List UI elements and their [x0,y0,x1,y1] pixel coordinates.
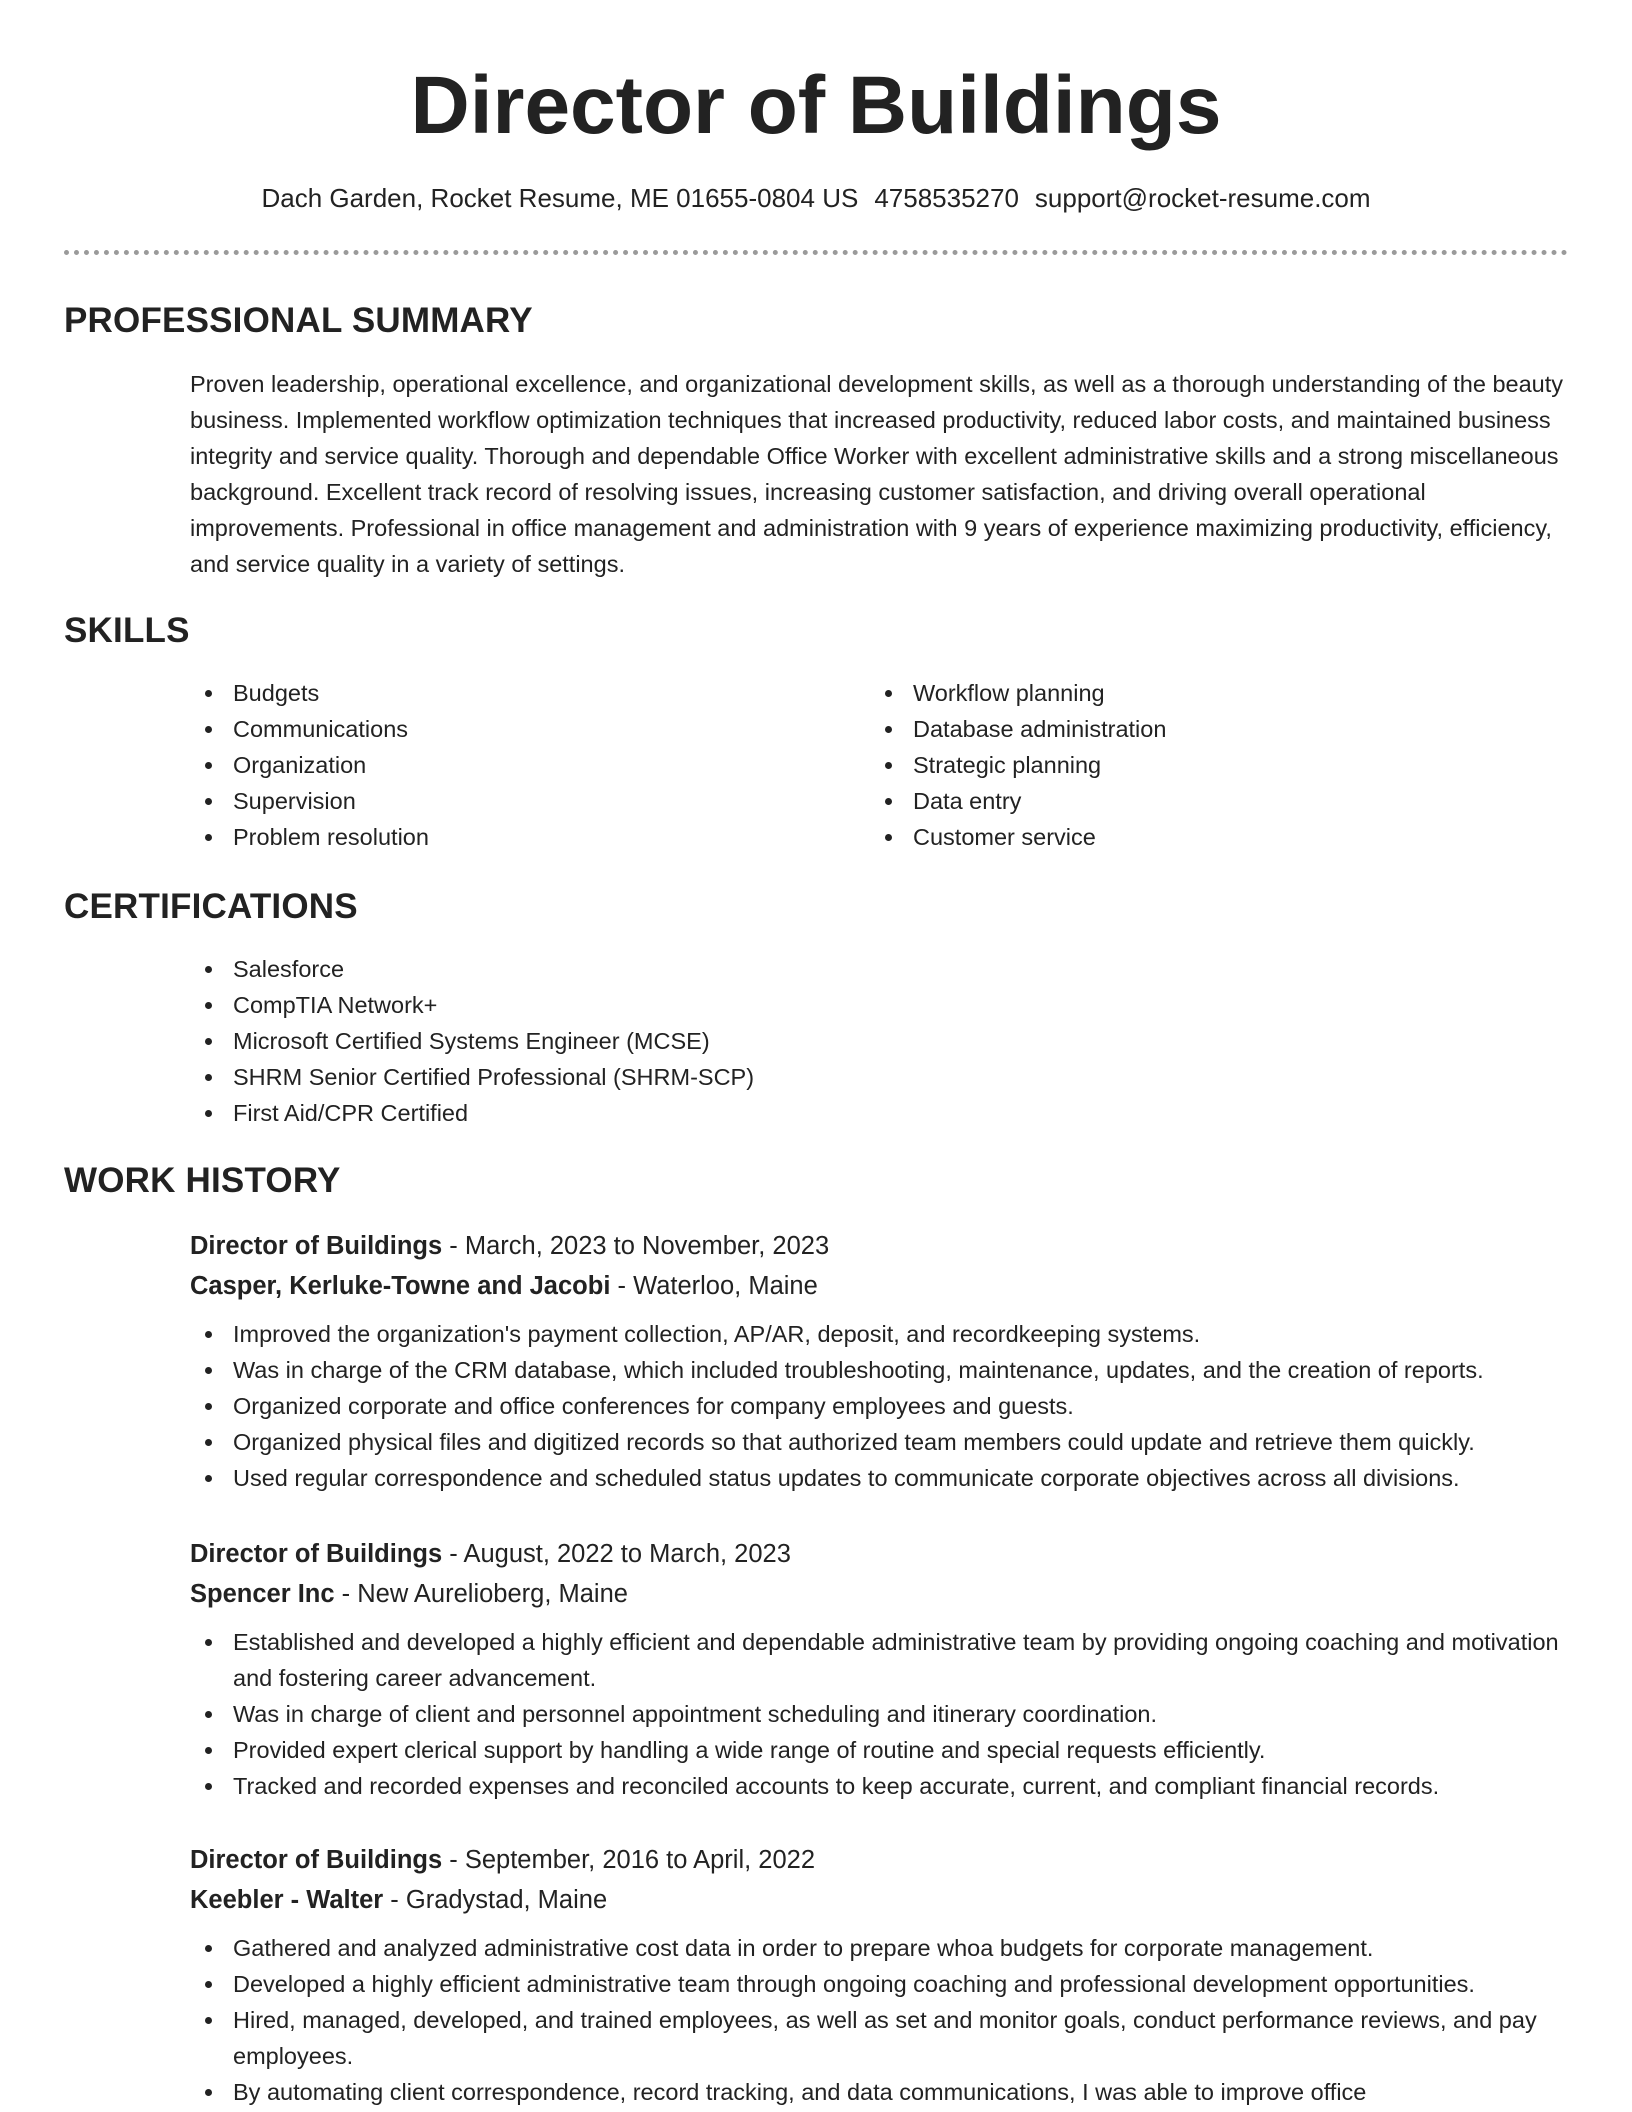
job-location: - New Aurelioberg, Maine [334,1580,628,1608]
certification-item: Microsoft Certified Systems Engineer (MCSE) [190,1023,1570,1059]
skills-list-right [870,675,1510,855]
job-location: - Gradystad, Maine [383,1886,608,1914]
skill-item: Communications [190,711,830,747]
job-bullet: Hired, managed, developed, and trained employees, as well as set and monitor goals, conduct performance reviews, and pay employees. [190,2002,1580,2074]
certification-item: First Aid/CPR Certified [190,1095,1570,1131]
job-title-line [190,1534,1580,1574]
skill-item: Budgets [190,675,830,711]
summary-text: Proven leadership, operational excellence, and organizational development skills, as well as a thorough understanding of the beauty business. Implemented workflow optimization techniques that increased productivity, reduced labor costs, and maintained business integrity and service quality. Thorough and dependable Office Worker with excellent administrative skills and a strong miscellaneous background. Excellent track record of resolving issues, increasing customer satisfaction, and driving overall operational improvements. Professional in office management and administration with 9 years of experience maximizing productivity, efficiency, and service quality in a variety of settings. [190,371,1564,577]
contact-email: support@rocket-resume.com [1034,183,1371,213]
certifications-heading: CERTIFICATIONS [64,887,358,926]
skill-item: Organization [190,747,830,783]
skill-item: Strategic planning [870,747,1510,783]
job-bullet: Was in charge of the CRM database, which included troubleshooting, maintenance, updates, and the creation of reports. [190,1352,1580,1388]
job-entry [190,1534,1580,1804]
job-bullet: Established and developed a highly efficient and dependable administrative team by providing ongoing coaching and motivation and fostering career advancement. [190,1624,1580,1696]
job-company: Casper, Kerluke-Towne and Jacobi [190,1272,611,1300]
contact-line [0,180,1632,216]
certifications-list [190,951,1570,1131]
job-role: Director of Buildings [190,1232,443,1260]
job-dates: - September, 2016 to April, 2022 [442,1846,816,1874]
job-role: Director of Buildings [190,1846,443,1874]
skill-item: Workflow planning [870,675,1510,711]
skill-item: Customer service [870,819,1510,855]
contact-phone: 4758535270 [874,183,1019,213]
job-title-line [190,1840,1580,1880]
job-bullets [190,1624,1580,1804]
job-bullet: Gathered and analyzed administrative cost data in order to prepare whoa budgets for corporate management. [190,1930,1580,1966]
certification-item: Salesforce [190,951,1570,987]
summary-heading: PROFESSIONAL SUMMARY [64,301,533,340]
job-bullets [190,1316,1580,1496]
job-bullets [190,1930,1580,2110]
skills-heading: SKILLS [64,611,190,650]
resume-name: Director of Buildings [410,60,1222,151]
contact-address: Dach Garden, Rocket Resume, ME 01655-0804 US [261,183,859,213]
job-bullet: Provided expert clerical support by handling a wide range of routine and special requests efficiently. [190,1732,1580,1768]
skill-item: Problem resolution [190,819,830,855]
job-bullet: By automating client correspondence, record tracking, and data communications, I was able to improve office [190,2074,1580,2110]
job-dates: - August, 2022 to March, 2023 [442,1540,791,1568]
job-company: Spencer Inc [190,1580,335,1608]
skill-item: Supervision [190,783,830,819]
job-location: - Waterloo, Maine [610,1272,818,1300]
job-bullet: Developed a highly efficient administrative team through ongoing coaching and professional development opportunities. [190,1966,1580,2002]
job-entry [190,1840,1580,2110]
certification-item: SHRM Senior Certified Professional (SHRM-SCP) [190,1059,1570,1095]
skill-item: Data entry [870,783,1510,819]
job-title-line [190,1226,1580,1266]
job-bullet: Tracked and recorded expenses and reconciled accounts to keep accurate, current, and compliant financial records. [190,1768,1580,1804]
job-bullet: Organized physical files and digitized records so that authorized team members could update and retrieve them quickly. [190,1424,1580,1460]
job-company-line [190,1574,1580,1614]
job-entry [190,1226,1580,1496]
job-bullet: Used regular correspondence and scheduled status updates to communicate corporate objectives across all divisions. [190,1460,1580,1496]
job-bullet: Was in charge of client and personnel appointment scheduling and itinerary coordination. [190,1696,1580,1732]
skills-list-left [190,675,830,855]
job-company: Keebler - Walter [190,1886,384,1914]
job-company-line [190,1880,1580,1920]
skill-item: Database administration [870,711,1510,747]
work-history-heading: WORK HISTORY [64,1161,341,1200]
job-company-line [190,1266,1580,1306]
certification-item: CompTIA Network+ [190,987,1570,1023]
job-role: Director of Buildings [190,1540,443,1568]
job-bullet: Improved the organization's payment collection, AP/AR, deposit, and recordkeeping systems. [190,1316,1580,1352]
job-dates: - March, 2023 to November, 2023 [442,1232,830,1260]
job-bullet: Organized corporate and office conferences for company employees and guests. [190,1388,1580,1424]
header-divider [64,250,1568,255]
